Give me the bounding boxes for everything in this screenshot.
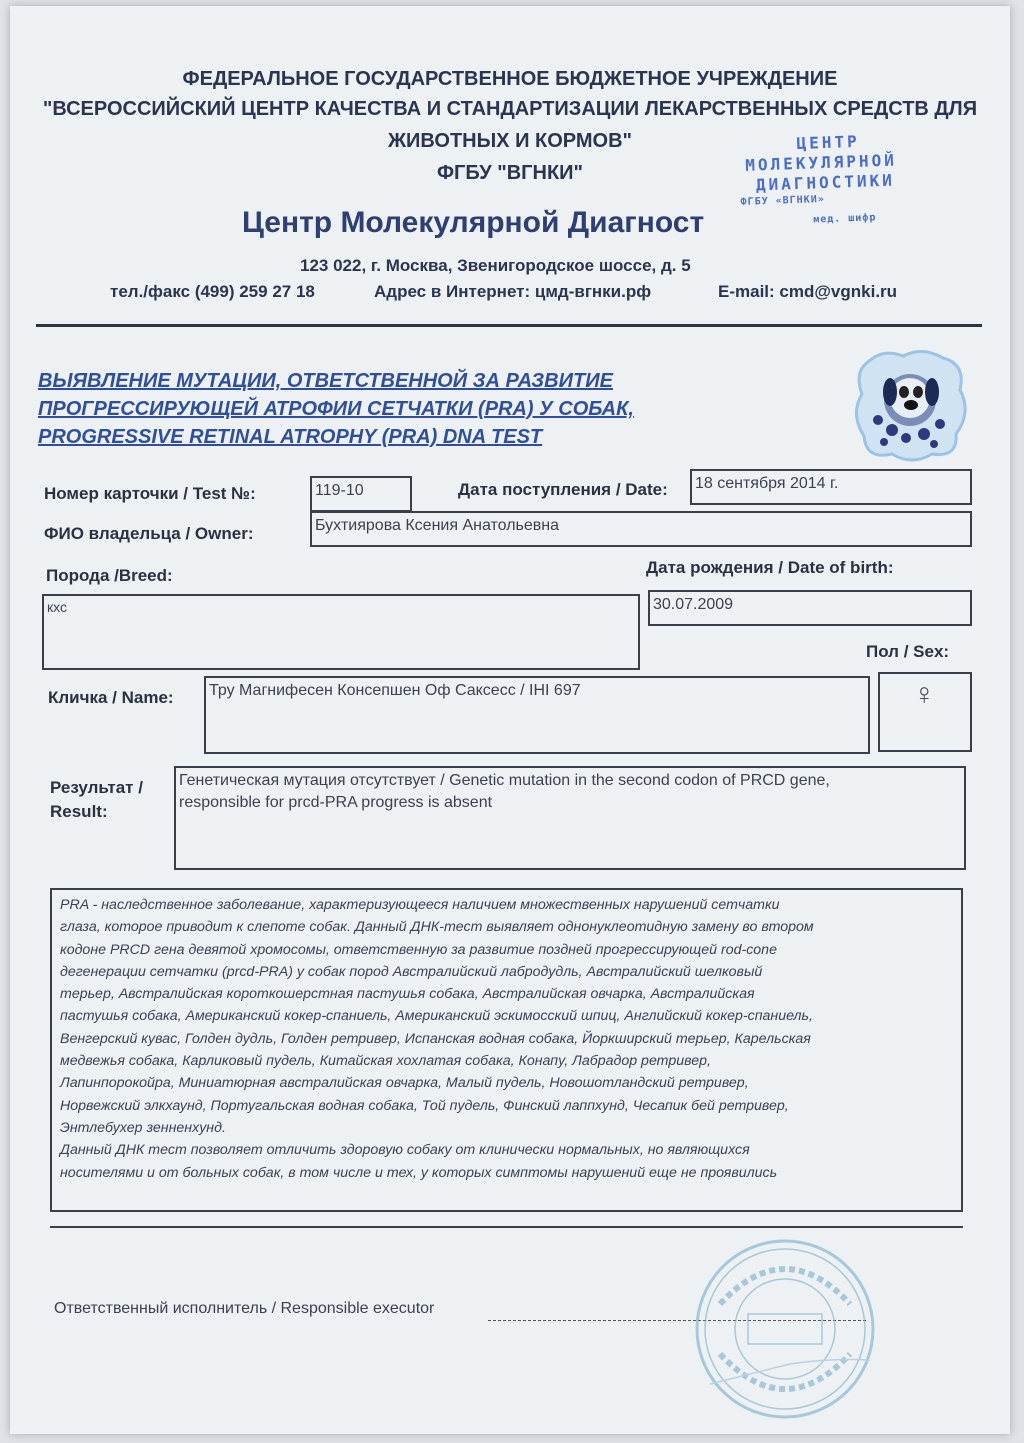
result-label-line-2: Result:	[50, 802, 108, 821]
address: 123 022, г. Москва, Звенигородское шоссе, д. 5	[300, 256, 691, 275]
stamp-line-3: ДИАГНОСТИКИ	[755, 170, 896, 195]
test-title-line-3: PROGRESSIVE RETINAL ATROPHY (PRA) DNA TEST	[38, 426, 543, 448]
breed-field	[42, 594, 640, 670]
result-label-line-1: Результат /	[50, 778, 143, 797]
stamp-line-2: МОЛЕКУЛЯРНОЙ	[744, 150, 898, 175]
phone: тел./факс (499) 259 27 18	[110, 282, 315, 301]
result-field	[174, 766, 966, 870]
name-value: Тру Магнифесен Консепшен Оф Саксесс / IHI 697	[209, 682, 581, 699]
test-title-line-2: ПРОГРЕССИРУЮЩЕЙ АТРОФИИ СЕТЧАТКИ (PRA) У СОБАК,	[38, 398, 634, 420]
info-line: медвежья собака, Карликовый пудель, Китайская хохлатая собака, Конапу, Лабрадор ретривер,	[60, 1053, 711, 1070]
date-received-value: 18 сентября 2014 г.	[695, 475, 839, 492]
name-field	[204, 676, 870, 754]
owner-value: Бухтиярова Ксения Анатольевна	[315, 517, 560, 534]
test-number-value: 119-10	[315, 482, 364, 499]
info-line: PRA - наследственное заболевание, характеризующееся наличием множественных нарушений сетчатки	[60, 897, 780, 913]
breed-value: кхс	[47, 599, 67, 615]
breed-label: Порода /Breed:	[46, 566, 173, 585]
center-logo-stamp	[738, 130, 971, 238]
owner-label: ФИО владельца / Owner:	[44, 524, 254, 543]
info-line: глаза, которое приводит к слепоте собак. Данный ДНК-тест выявляет однонуклеотидную замену во втором	[60, 919, 814, 936]
result-line-1: Генетическая мутация отсутствует / Genetic mutation in the second codon of PRCD gene,	[179, 772, 830, 789]
header-line-3: ЖИВОТНЫХ И КОРМОВ"	[387, 130, 632, 152]
header-line-4: ФГБУ "ВГНКИ"	[436, 162, 584, 184]
info-line: Данный ДНК тест позволяет отличить здоровую собаку от клинически нормальных, но являющихся	[60, 1142, 750, 1159]
header-divider	[36, 324, 982, 327]
stamp-line-1: ЦЕНТР	[796, 131, 861, 154]
test-number-field	[310, 476, 412, 512]
date-received-field	[690, 469, 972, 505]
info-line: Венгерский кувас, Голден дудль, Голден ретривер, Испанская водная собака, Йоркширский терьер, Карельская	[60, 1030, 811, 1047]
certificate-page	[10, 6, 1010, 1434]
test-title-line-1: ВЫЯВЛЕНИЕ МУТАЦИИ, ОТВЕТСТВЕННОЙ ЗА РАЗВИТИЕ	[38, 370, 613, 392]
info-line: Норвежский элкхаунд, Португальская водная собака, Той пудель, Финский лаппхунд, Чесапик бей ретривер,	[60, 1097, 789, 1114]
round-seal-stamp-icon	[690, 1234, 880, 1424]
date-received-label: Дата поступления / Date:	[458, 480, 668, 499]
info-line: носителями и от больных собак, в том числе и тех, у которых симптомы нарушений еще не проявились	[60, 1164, 778, 1181]
stamp-line-4: ФГБУ «ВГНКИ»	[740, 194, 825, 209]
info-line: Лапинпорокойра, Миниатюрная австралийская овчарка, Малый пудель, Новошотландский ретривер,	[60, 1075, 749, 1092]
header-line-2: "ВСЕРОССИЙСКИЙ ЦЕНТР КАЧЕСТВА И СТАНДАРТИЗАЦИИ ЛЕКАРСТВЕННЫХ СРЕДСТВ ДЛЯ	[42, 98, 978, 120]
center-name: Центр Молекулярной Диагност	[242, 206, 705, 239]
stamp-line-5: мед. шифр	[813, 212, 877, 226]
owner-field	[310, 511, 972, 547]
dob-value: 30.07.2009	[653, 596, 734, 613]
dob-field	[648, 590, 972, 626]
website: Адрес в Интернет: цмд-вгнки.рф	[374, 282, 652, 301]
info-line: пастушья собака, Американский кокер-спаниель, Американский эскимосский шпиц, Английский кокер-спаниель,	[60, 1008, 813, 1025]
sex-label: Пол / Sex:	[866, 642, 950, 661]
dog-emblem-icon	[848, 342, 974, 468]
info-line: дегенерации сетчатки (prcd-PRA) у собак пород Австралийский лабродудль, Австралийский шелковый	[60, 963, 763, 980]
footer-divider	[50, 1226, 963, 1228]
header-line-1: ФЕДЕРАЛЬНОЕ ГОСУДАРСТВЕННОЕ БЮДЖЕТНОЕ УЧРЕЖДЕНИЕ	[182, 68, 838, 90]
info-line: терьер, Австралийская короткошерстная пастушья собака, Австралийская овчарка, Австралийская	[60, 986, 755, 1003]
result-line-2: responsible for prcd-PRA progress is absent	[179, 793, 493, 811]
disease-info-box	[50, 888, 963, 1212]
name-label: Кличка / Name:	[48, 688, 174, 707]
sex-value: ♀	[913, 678, 936, 711]
test-number-label: Номер карточки / Test №:	[44, 484, 256, 503]
email: E-mail: cmd@vgnki.ru	[718, 282, 898, 301]
sex-field	[878, 672, 972, 752]
info-line: кодоне PRCD гена девятой хромосомы, ответственную за развитие поздней прогрессирующей rod-cone	[60, 941, 777, 958]
info-line: Энтлебухер зенненхунд.	[60, 1119, 226, 1136]
dob-label: Дата рождения / Date of birth:	[646, 558, 894, 577]
responsible-executor-label: Ответственный исполнитель / Responsible executor	[54, 1300, 435, 1317]
